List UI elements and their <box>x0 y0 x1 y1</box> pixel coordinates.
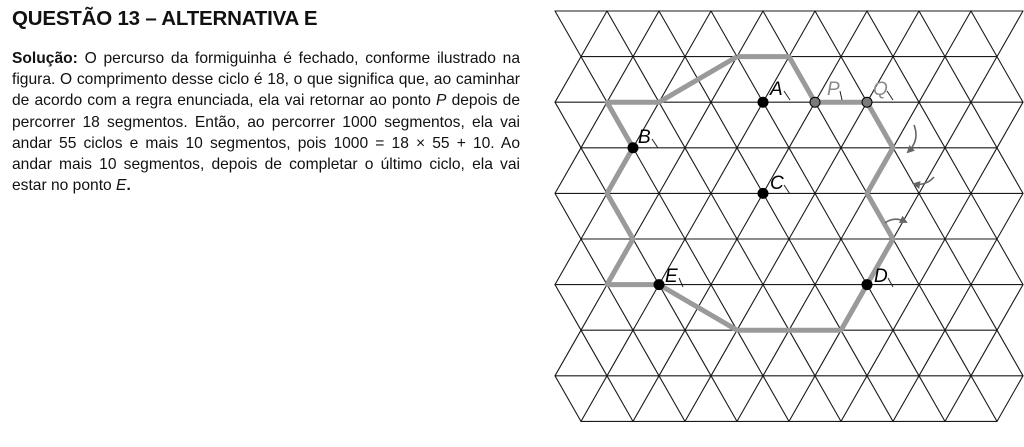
grid-edge-d <box>945 148 971 194</box>
point-p-ref: P <box>436 92 447 110</box>
grid-edge-d <box>867 285 893 331</box>
grid-edge-d <box>815 376 841 422</box>
grid-edge-d <box>607 376 633 422</box>
grid-edge-d <box>555 148 581 194</box>
grid-edge-d <box>841 102 867 148</box>
grid-edge-d <box>711 239 737 285</box>
solution-text-1: O percurso da formiguinha é fechado, conforme ilustrado na figura. O comprimento desse ciclo é 18, o que significa que, ao caminhar de acordo com a regra enunciada, ela vai retornar ao ponto <box>12 50 520 110</box>
grid-edge-d <box>737 239 763 285</box>
grid-edge-d <box>893 285 919 331</box>
grid-edge-d <box>633 11 659 57</box>
label-p: P <box>827 79 840 100</box>
grid-edge-d <box>711 148 737 194</box>
grid-edge-d <box>945 376 971 422</box>
grid-edge-d <box>945 285 971 331</box>
solution-paragraph <box>12 48 520 196</box>
grid-edge-d <box>581 102 607 148</box>
grid-edge-d <box>971 193 997 239</box>
grid-svg <box>548 0 1024 447</box>
grid-edge-d <box>581 330 607 376</box>
grid-edge-d <box>685 239 711 285</box>
point-p <box>810 97 820 107</box>
grid-edge-d <box>737 193 763 239</box>
grid-edge-d <box>893 376 919 422</box>
label-e: E <box>665 266 678 287</box>
grid-edge-d <box>659 330 685 376</box>
grid-edge-d <box>737 148 763 194</box>
grid-edge-d <box>997 193 1023 239</box>
label-pointer <box>784 185 790 194</box>
grid-edge-d <box>763 193 789 239</box>
grid-edge-d <box>919 193 945 239</box>
grid-lines <box>555 11 1023 421</box>
grid-edge-d <box>919 285 945 331</box>
point-c <box>758 188 768 198</box>
grid-edge-d <box>789 376 815 422</box>
grid-edge-d <box>581 239 607 285</box>
grid-edge-d <box>893 148 919 194</box>
grid-edge-d <box>581 148 607 194</box>
grid-edge-d <box>971 57 997 103</box>
grid-edge-d <box>945 57 971 103</box>
grid-edge-d <box>919 239 945 285</box>
grid-edge-d <box>659 193 685 239</box>
grid-edge-d <box>633 193 659 239</box>
grid-edge-d <box>581 57 607 103</box>
grid-edge-d <box>685 102 711 148</box>
grid-edge-d <box>815 148 841 194</box>
grid-edge-d <box>919 11 945 57</box>
grid-edge-d <box>867 330 893 376</box>
grid-edge-d <box>555 330 581 376</box>
grid-edge-d <box>737 285 763 331</box>
grid-edge-d <box>763 285 789 331</box>
grid-edge-d <box>945 330 971 376</box>
grid-edge-d <box>971 330 997 376</box>
grid-edge-d <box>893 193 919 239</box>
grid-edge-d <box>633 239 659 285</box>
grid-edge-d <box>555 376 581 422</box>
label-pointer <box>784 91 790 100</box>
grid-edge-d <box>919 102 945 148</box>
grid-edge-d <box>685 11 711 57</box>
solution-end: . <box>126 177 131 195</box>
label-pointer <box>652 139 658 148</box>
grid-edge-d <box>711 102 737 148</box>
grid-edge-d <box>893 330 919 376</box>
grid-edge-d <box>789 285 815 331</box>
grid-edge-d <box>763 11 789 57</box>
grid-edge-d <box>737 11 763 57</box>
grid-edge-d <box>555 57 581 103</box>
page-title: QUESTÃO 13 – ALTERNATIVA E <box>12 7 318 30</box>
label-b: B <box>638 127 651 148</box>
grid-edge-d <box>659 148 685 194</box>
label-d: D <box>874 266 888 287</box>
label-pointer <box>888 278 893 287</box>
grid-edge-d <box>555 102 581 148</box>
grid-edge-d <box>841 330 867 376</box>
grid-edge-d <box>711 330 737 376</box>
grid-edge-d <box>763 376 789 422</box>
grid-edge-d <box>997 330 1023 376</box>
point-e <box>654 280 664 290</box>
grid-edge-d <box>685 330 711 376</box>
grid-edge-d <box>607 285 633 331</box>
grid-edge-d <box>633 57 659 103</box>
grid-edge-d <box>867 376 893 422</box>
grid-edge-d <box>659 376 685 422</box>
grid-edge-d <box>945 11 971 57</box>
grid-edge-d <box>633 148 659 194</box>
grid-edge-d <box>555 193 581 239</box>
grid-edge-d <box>659 102 685 148</box>
grid-edge-d <box>685 193 711 239</box>
grid-edge-d <box>841 11 867 57</box>
point-labels <box>638 79 893 287</box>
grid-edge-d <box>633 330 659 376</box>
grid-edge-d <box>841 148 867 194</box>
grid-edge-d <box>685 148 711 194</box>
grid-edge-d <box>997 239 1023 285</box>
direction-arrows <box>885 125 934 223</box>
grid-edge-d <box>659 11 685 57</box>
grid-edge-d <box>789 239 815 285</box>
grid-edge-d <box>737 102 763 148</box>
grid-edge-d <box>971 239 997 285</box>
grid-edge-d <box>581 193 607 239</box>
grid-edge-d <box>555 11 581 57</box>
grid-edge-d <box>763 330 789 376</box>
grid-edge-d <box>919 57 945 103</box>
grid-edge-d <box>919 148 945 194</box>
grid-edge-d <box>737 330 763 376</box>
grid-edge-d <box>997 376 1023 422</box>
turn-arrow <box>914 177 934 184</box>
label-pointer <box>679 278 683 287</box>
label-a: A <box>770 79 783 100</box>
grid-edge-d <box>815 102 841 148</box>
grid-edge-d <box>893 57 919 103</box>
grid-edge-d <box>971 285 997 331</box>
grid-edge-d <box>841 239 867 285</box>
grid-edge-d <box>555 285 581 331</box>
grid-edge-d <box>633 285 659 331</box>
grid-edge-d <box>919 330 945 376</box>
grid-edge-d <box>919 376 945 422</box>
grid-edge-d <box>607 330 633 376</box>
grid-edge-d <box>789 193 815 239</box>
grid-edge-d <box>789 102 815 148</box>
label-q: Q <box>873 79 888 100</box>
grid-edge-d <box>685 376 711 422</box>
grid-edge-d <box>711 376 737 422</box>
grid-edge-d <box>711 11 737 57</box>
grid-edge-d <box>997 148 1023 194</box>
solution-text-2: depois de percorrer 18 segmentos. Então, ao percorrer 1000 segmentos, ela vai andar 55 ciclos e mais 10 segmentos, pois 1000 = 18 × 55 + 10. Ao andar mais 10 segmentos, depois de completar o último ciclo, ela vai estar no ponto <box>12 92 520 195</box>
grid-edge-d <box>607 57 633 103</box>
grid-edge-d <box>581 376 607 422</box>
grid-edge-d <box>841 57 867 103</box>
grid-edge-d <box>815 330 841 376</box>
grid-edge-d <box>971 11 997 57</box>
grid-edge-d <box>815 11 841 57</box>
grid-edge-d <box>971 148 997 194</box>
solution-lead: Solução: <box>12 50 78 67</box>
grid-edge-d <box>945 193 971 239</box>
grid-edge-d <box>711 193 737 239</box>
grid-edge-d <box>815 285 841 331</box>
grid-edge-d <box>581 285 607 331</box>
grid-edge-d <box>763 102 789 148</box>
grid-edge-d <box>607 11 633 57</box>
point-a <box>758 97 768 107</box>
point-e-ref: E <box>116 177 127 195</box>
grid-edge-d <box>997 57 1023 103</box>
grid-edge-d <box>789 11 815 57</box>
label-pointer <box>840 91 842 100</box>
grid-edge-d <box>763 239 789 285</box>
grid-edge-d <box>789 148 815 194</box>
grid-edge-d <box>997 102 1023 148</box>
grid-edge-d <box>971 376 997 422</box>
triangular-grid-figure <box>548 0 1024 447</box>
point-b <box>628 143 638 153</box>
grid-edge-d <box>997 285 1023 331</box>
grid-edge-d <box>997 11 1023 57</box>
grid-edge-d <box>893 11 919 57</box>
grid-edge-d <box>581 11 607 57</box>
grid-edge-d <box>555 239 581 285</box>
grid-edge-d <box>815 193 841 239</box>
grid-edge-d <box>633 376 659 422</box>
point-d <box>862 280 872 290</box>
grid-edge-d <box>737 57 763 103</box>
grid-edge-d <box>945 239 971 285</box>
point-q <box>862 97 872 107</box>
grid-edge-d <box>945 102 971 148</box>
grid-edge-d <box>841 193 867 239</box>
grid-edge-d <box>841 376 867 422</box>
grid-edge-d <box>789 330 815 376</box>
grid-edge-d <box>815 239 841 285</box>
grid-edge-d <box>971 102 997 148</box>
label-pointer <box>887 91 893 100</box>
grid-edge-d <box>867 11 893 57</box>
label-c: C <box>770 173 784 194</box>
grid-edge-d <box>893 239 919 285</box>
grid-edge-d <box>737 376 763 422</box>
